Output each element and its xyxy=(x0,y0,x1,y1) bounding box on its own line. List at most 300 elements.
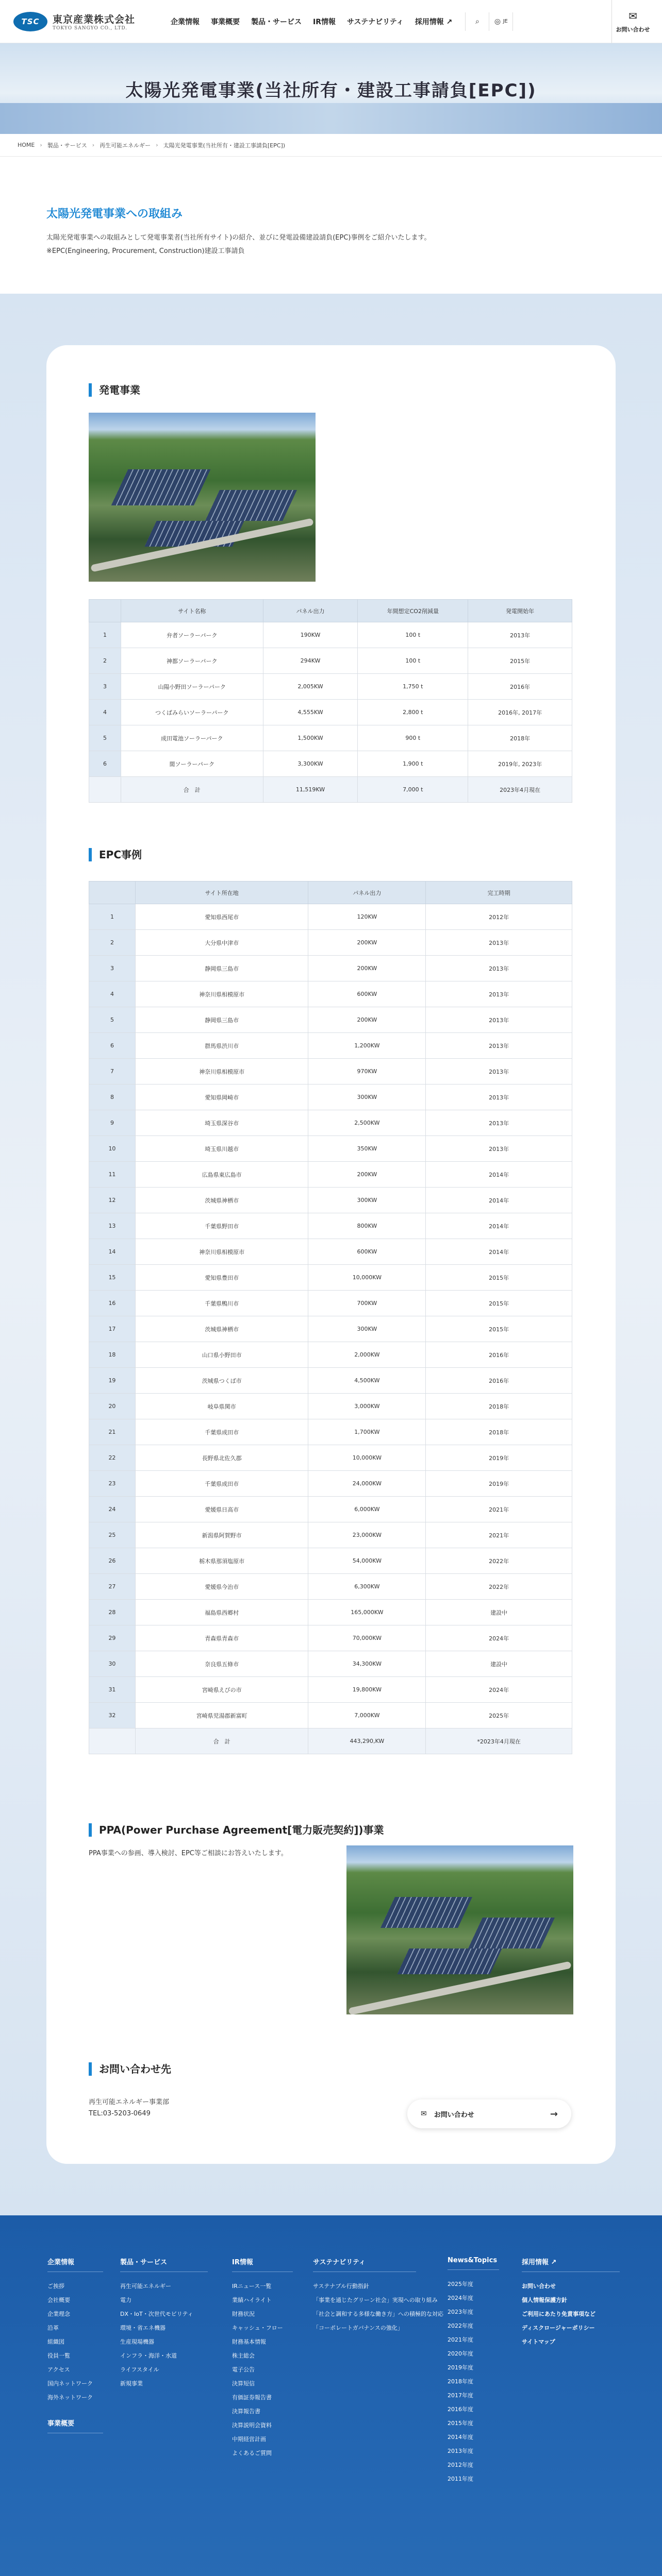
footer-link[interactable]: 電子公告 xyxy=(232,2366,255,2373)
table-cell: 宮崎県えびの市 xyxy=(135,1677,308,1703)
table-cell: 2023年4月現在 xyxy=(468,777,572,803)
table-row xyxy=(89,725,572,751)
table-cell: 2016年 xyxy=(468,674,572,700)
table-header-cell: 発電開始年 xyxy=(468,600,572,622)
header-tools xyxy=(465,12,513,31)
table-cell: 2,000KW xyxy=(308,1342,426,1368)
footer-link[interactable]: よくあるご質問 xyxy=(232,2450,272,2456)
footer-link[interactable]: 財務基本情報 xyxy=(232,2338,266,2345)
table-cell: 埼玉県深谷市 xyxy=(135,1110,308,1136)
table-cell: 7 xyxy=(89,1059,136,1084)
table-row xyxy=(89,1342,572,1368)
table-row xyxy=(89,1574,572,1600)
table-cell: 静岡県三島市 xyxy=(135,1007,308,1033)
table-cell: 2016年, 2017年 xyxy=(468,700,572,725)
footer-column-title[interactable]: News&Topics xyxy=(448,2257,499,2270)
inquiry-tel: TEL:03-5203-0649 xyxy=(89,2110,151,2117)
table-cell: 300KW xyxy=(308,1084,426,1110)
intro-note: ※EPC(Engineering, Procurement, Construction)建設工事請負 xyxy=(46,247,245,255)
table-row xyxy=(89,904,572,930)
table-header-cell xyxy=(89,882,136,904)
table-cell: 神奈川県相模原市 xyxy=(135,981,308,1007)
footer-link[interactable]: 個人情報保護方針 xyxy=(522,2297,567,2303)
table-cell: 2015年 xyxy=(426,1316,572,1342)
table-cell: 弁者ソーラーパーク xyxy=(121,622,263,648)
table-row xyxy=(89,981,572,1007)
table-cell: 16 xyxy=(89,1291,136,1316)
epc-table xyxy=(89,881,572,1754)
table-row xyxy=(89,1677,572,1703)
table-cell xyxy=(89,1728,136,1754)
table-cell: 2012年 xyxy=(426,904,572,930)
footer-link[interactable]: ご利用にあたり免責事項など xyxy=(522,2311,595,2317)
table-cell: 6 xyxy=(89,1033,136,1059)
footer-link[interactable]: 役員一覧 xyxy=(47,2352,70,2359)
table-cell: 15 xyxy=(89,1265,136,1291)
table-cell: 岐阜県関市 xyxy=(135,1394,308,1419)
table-cell: 神都ソーラーパーク xyxy=(121,648,263,674)
table-row xyxy=(89,1445,572,1471)
table-cell: 2019年 xyxy=(426,1445,572,1471)
footer-link[interactable]: 2022年度 xyxy=(448,2323,473,2329)
table-cell: 30 xyxy=(89,1651,136,1677)
footer-link[interactable]: 2012年度 xyxy=(448,2462,473,2468)
table-header-cell: 年間想定CO2削減量 xyxy=(358,600,468,622)
table-cell: 200KW xyxy=(308,956,426,981)
table-cell: 24,000KW xyxy=(308,1471,426,1497)
footer-link[interactable]: アクセス xyxy=(47,2366,70,2373)
breadcrumb-current: 太陽光発電事業(当社所有・建設工事請負[EPC]) xyxy=(163,142,286,149)
table-cell: 34,300KW xyxy=(308,1651,426,1677)
table-cell: 54,000KW xyxy=(308,1548,426,1574)
table-row xyxy=(89,700,572,725)
table-row xyxy=(89,956,572,981)
table-row xyxy=(89,1548,572,1574)
page-title: 太陽光発電事業(当社所有・建設工事請負[EPC]) xyxy=(125,80,537,101)
footer-link[interactable]: 電力 xyxy=(120,2297,131,2303)
footer-column xyxy=(313,2257,443,2335)
footer-link[interactable]: 決算短信 xyxy=(232,2380,255,2387)
table-cell: 2,500KW xyxy=(308,1110,426,1136)
table-cell: 2016年 xyxy=(426,1342,572,1368)
table-row xyxy=(89,648,572,674)
table-cell: 2025年 xyxy=(426,1703,572,1728)
table-row xyxy=(89,1265,572,1291)
footer-link[interactable]: 決算説明会資料 xyxy=(232,2422,272,2429)
table-cell: 25 xyxy=(89,1522,136,1548)
table-cell: 970KW xyxy=(308,1059,426,1084)
table-row xyxy=(89,930,572,956)
footer-link[interactable]: 2021年度 xyxy=(448,2336,473,2343)
envelope-icon: ✉ xyxy=(628,9,637,22)
footer-link[interactable]: 株主総会 xyxy=(232,2352,255,2359)
table-cell: 31 xyxy=(89,1677,136,1703)
company-name-jp: 東京産業株式会社 xyxy=(53,14,136,25)
table-cell: 2013年 xyxy=(426,1033,572,1059)
intro-text: 太陽光発電事業への取組みとして発電事業者(当社所有サイト)の紹介、並びに発電設備建設請負(EPC)事例をご紹介いたします。 xyxy=(46,234,431,242)
table-cell: 2015年 xyxy=(468,648,572,674)
table-row xyxy=(89,1497,572,1522)
footer-link[interactable]: 組織図 xyxy=(47,2338,64,2345)
table-cell: 12 xyxy=(89,1188,136,1213)
table-cell: 22 xyxy=(89,1445,136,1471)
table-cell: 愛媛県日高市 xyxy=(135,1497,308,1522)
table-cell: 2013年 xyxy=(426,956,572,981)
footer-link[interactable]: 「事業を通じたグリーン社会」実現への取り組み xyxy=(313,2297,438,2303)
envelope-icon: ✉ xyxy=(421,2110,427,2118)
table-cell: 福島県西郷村 xyxy=(135,1600,308,1625)
table-cell: 合 計 xyxy=(121,777,263,803)
footer-column xyxy=(47,2257,103,2441)
table-header-row xyxy=(89,882,572,904)
table-header-cell: パネル出力 xyxy=(263,600,358,622)
site-footer xyxy=(0,2215,662,2576)
table-cell: 群馬県渋川市 xyxy=(135,1033,308,1059)
table-cell: 3,000KW xyxy=(308,1394,426,1419)
table-cell: 山陽小野田ソーラーパーク xyxy=(121,674,263,700)
table-cell: 350KW xyxy=(308,1136,426,1162)
footer-link[interactable]: お問い合わせ xyxy=(522,2283,556,2290)
table-cell: 2015年 xyxy=(426,1265,572,1291)
content-area xyxy=(0,294,662,2215)
footer-link[interactable]: 「コーポレートガバナンスの強化」 xyxy=(313,2325,403,2331)
nav-business[interactable]: 事業概要 xyxy=(211,18,240,26)
table-cell: 2018年 xyxy=(426,1419,572,1445)
table-cell: 2019年, 2023年 xyxy=(468,751,572,777)
page-hero xyxy=(0,43,662,134)
table-total-row xyxy=(89,777,572,803)
footer-link[interactable]: 決算報告書 xyxy=(232,2408,260,2415)
table-cell: 7,000KW xyxy=(308,1703,426,1728)
table-cell: 600KW xyxy=(308,1239,426,1265)
table-cell: 埼玉県川越市 xyxy=(135,1136,308,1162)
footer-link[interactable]: 環境・省エネ機器 xyxy=(120,2325,166,2331)
table-cell: 静岡県三島市 xyxy=(135,956,308,981)
globe-icon: ◎ xyxy=(494,17,501,26)
table-cell: 神奈川県相模原市 xyxy=(135,1239,308,1265)
table-cell: 600KW xyxy=(308,981,426,1007)
table-cell: 1,200KW xyxy=(308,1033,426,1059)
table-cell: 900 t xyxy=(358,725,468,751)
table-cell: 千葉県野田市 xyxy=(135,1213,308,1239)
table-header-row xyxy=(89,600,572,622)
footer-link[interactable]: ディスクロージャーポリシー xyxy=(522,2325,595,2331)
footer-link[interactable]: 再生可能エネルギー xyxy=(120,2283,171,2290)
breadcrumb-products[interactable]: 製品・サービス xyxy=(47,142,87,149)
table-row xyxy=(89,1213,572,1239)
table-cell: 2013年 xyxy=(426,1007,572,1033)
table-cell: 8 xyxy=(89,1084,136,1110)
footer-link[interactable]: 企業理念 xyxy=(47,2311,70,2317)
table-cell: 29 xyxy=(89,1625,136,1651)
table-row xyxy=(89,1188,572,1213)
table-cell: 1,750 t xyxy=(358,674,468,700)
table-cell: 2018年 xyxy=(468,725,572,751)
footer-link[interactable]: 2015年度 xyxy=(448,2420,473,2427)
footer-link[interactable]: 2023年度 xyxy=(448,2309,473,2315)
global-nav xyxy=(165,16,458,27)
footer-link[interactable]: 2020年度 xyxy=(448,2350,473,2357)
language-switch[interactable] xyxy=(489,12,513,31)
footer-link[interactable]: 会社概要 xyxy=(47,2297,70,2303)
table-cell: 2021年 xyxy=(426,1497,572,1522)
table-cell: 294KW xyxy=(263,648,358,674)
table-row xyxy=(89,1394,572,1419)
table-cell: 2018年 xyxy=(426,1394,572,1419)
table-row xyxy=(89,1368,572,1394)
table-cell: 5 xyxy=(89,1007,136,1033)
table-cell: 広島県東広島市 xyxy=(135,1162,308,1188)
table-row xyxy=(89,1110,572,1136)
footer-link[interactable]: 沿革 xyxy=(47,2325,59,2331)
language-label: JE xyxy=(503,19,508,24)
table-row xyxy=(89,1059,572,1084)
footer-column-title[interactable]: サステナビリティ xyxy=(313,2257,416,2272)
table-cell: 神奈川県相模原市 xyxy=(135,1059,308,1084)
footer-link[interactable]: インフラ・海洋・水道 xyxy=(120,2352,177,2359)
table-cell: 2013年 xyxy=(426,1136,572,1162)
inquiry-button-label: お問い合わせ xyxy=(434,2111,474,2119)
footer-link[interactable]: 国内ネットワーク xyxy=(47,2380,93,2387)
table-cell: 建設中 xyxy=(426,1600,572,1625)
footer-link[interactable]: 2014年度 xyxy=(448,2434,473,2441)
company-logo[interactable]: TSC xyxy=(13,12,47,31)
chevron-right-icon: › xyxy=(40,142,42,148)
table-cell: 愛媛県今治市 xyxy=(135,1574,308,1600)
footer-link[interactable]: 生産現場機器 xyxy=(120,2338,154,2345)
table-row xyxy=(89,1033,572,1059)
ppa-text: PPA事業への参画、導入検討、EPC等ご相談にお答えいたします。 xyxy=(89,1850,288,1857)
nav-products[interactable]: 製品・サービス xyxy=(251,18,302,26)
footer-link[interactable]: 2011年度 xyxy=(448,2476,473,2482)
footer-column xyxy=(120,2257,208,2391)
table-cell: 大分県中津市 xyxy=(135,930,308,956)
inquiry-dept: 再生可能エネルギー事業部 xyxy=(89,2098,170,2106)
intro-section xyxy=(0,157,662,294)
table-cell: 165,000KW xyxy=(308,1600,426,1625)
ppa-solar-photo xyxy=(346,1845,573,2014)
table-cell: 32 xyxy=(89,1703,136,1728)
nav-company[interactable]: 企業情報 xyxy=(171,18,200,26)
table-header-cell: 完工時期 xyxy=(426,882,572,904)
header-contact-button[interactable] xyxy=(611,0,654,43)
table-cell: 200KW xyxy=(308,1007,426,1033)
footer-column-title[interactable]: 企業情報 xyxy=(47,2257,103,2272)
footer-link[interactable]: ライフスタイル xyxy=(120,2366,159,2373)
footer-link[interactable]: 2025年度 xyxy=(448,2281,473,2287)
footer-link[interactable]: DX・IoT・次世代モビリティ xyxy=(120,2311,193,2317)
table-row xyxy=(89,1703,572,1728)
content-card xyxy=(46,345,616,2164)
table-cell: 3 xyxy=(89,674,121,700)
table-cell: 20 xyxy=(89,1394,136,1419)
table-cell: 2015年 xyxy=(426,1291,572,1316)
footer-column xyxy=(448,2257,499,2486)
company-name-en: TOKYO SANGYO CO., LTD. xyxy=(53,26,128,31)
inquiry-button[interactable] xyxy=(407,2099,571,2128)
table-cell: 愛知県岡崎市 xyxy=(135,1084,308,1110)
table-cell: 千葉県成田市 xyxy=(135,1419,308,1445)
table-cell: 2013年 xyxy=(426,981,572,1007)
table-cell: 6 xyxy=(89,751,121,777)
table-cell: 10 xyxy=(89,1136,136,1162)
footer-link[interactable]: 2018年度 xyxy=(448,2378,473,2385)
table-cell: 300KW xyxy=(308,1316,426,1342)
table-cell: 13 xyxy=(89,1213,136,1239)
table-cell: 800KW xyxy=(308,1213,426,1239)
table-row xyxy=(89,1600,572,1625)
table-cell: 100 t xyxy=(358,622,468,648)
table-cell: 6,000KW xyxy=(308,1497,426,1522)
footer-link[interactable]: 2019年度 xyxy=(448,2364,473,2371)
footer-link[interactable]: 業績ハイライト xyxy=(232,2297,272,2303)
table-cell: 宮崎県児湯郡新富町 xyxy=(135,1703,308,1728)
table-cell: 愛知県豊田市 xyxy=(135,1265,308,1291)
table-cell: 11 xyxy=(89,1162,136,1188)
nav-ir[interactable]: IR情報 xyxy=(313,18,336,26)
table-cell: 11,519KW xyxy=(263,777,358,803)
table-cell: つくばみらいソーラーパーク xyxy=(121,700,263,725)
table-cell: 24 xyxy=(89,1497,136,1522)
table-cell: 4 xyxy=(89,981,136,1007)
table-cell: 21 xyxy=(89,1419,136,1445)
epc-heading: EPC事例 xyxy=(89,848,142,861)
table-row xyxy=(89,1291,572,1316)
table-row xyxy=(89,1419,572,1445)
table-cell: 2,005KW xyxy=(263,674,358,700)
table-cell: 190KW xyxy=(263,622,358,648)
footer-link[interactable]: 財務状況 xyxy=(232,2311,255,2317)
table-cell: 1 xyxy=(89,904,136,930)
table-cell: 4,555KW xyxy=(263,700,358,725)
table-cell: 茨城県神栖市 xyxy=(135,1188,308,1213)
table-row xyxy=(89,751,572,777)
table-header-cell xyxy=(89,600,121,622)
table-cell: 2022年 xyxy=(426,1574,572,1600)
table-cell: 2,800 t xyxy=(358,700,468,725)
company-name[interactable] xyxy=(53,12,135,31)
table-header-cell: サイト所在地 xyxy=(135,882,308,904)
table-cell: 2013年 xyxy=(426,1059,572,1084)
footer-link[interactable]: 2013年度 xyxy=(448,2448,473,2454)
table-cell: 17 xyxy=(89,1316,136,1342)
table-row xyxy=(89,1084,572,1110)
table-cell: 2016年 xyxy=(426,1368,572,1394)
table-cell: 2013年 xyxy=(468,622,572,648)
header-contact-label: お問い合わせ xyxy=(616,26,650,33)
table-row xyxy=(89,1471,572,1497)
footer-column-title[interactable]: 製品・サービス xyxy=(120,2257,208,2272)
table-row xyxy=(89,622,572,648)
table-cell: 栃木県那須塩原市 xyxy=(135,1548,308,1574)
table-cell: 新潟県阿賀野市 xyxy=(135,1522,308,1548)
generation-heading: 発電事業 xyxy=(89,383,140,397)
table-cell: 23,000KW xyxy=(308,1522,426,1548)
footer-column xyxy=(522,2257,620,2349)
footer-link[interactable]: 2016年度 xyxy=(448,2406,473,2413)
breadcrumb-renewable[interactable]: 再生可能エネルギー xyxy=(100,142,151,149)
table-cell: 700KW xyxy=(308,1291,426,1316)
arrow-right-icon: → xyxy=(550,2108,558,2120)
footer-link[interactable]: サイトマップ xyxy=(522,2338,555,2345)
table-total-row xyxy=(89,1728,572,1754)
table-cell: 2014年 xyxy=(426,1188,572,1213)
table-cell: 100 t xyxy=(358,648,468,674)
table-cell: 成田電池ソーラーパーク xyxy=(121,725,263,751)
table-cell: 1 xyxy=(89,622,121,648)
table-cell: 1,500KW xyxy=(263,725,358,751)
table-header-cell: パネル出力 xyxy=(308,882,426,904)
footer-column-title[interactable]: 事業概要 xyxy=(47,2418,103,2433)
chevron-right-icon: › xyxy=(92,142,95,148)
footer-link[interactable]: 2024年度 xyxy=(448,2295,473,2301)
table-cell: 2024年 xyxy=(426,1677,572,1703)
table-row xyxy=(89,1162,572,1188)
footer-link[interactable]: 海外ネットワーク xyxy=(47,2394,93,2401)
breadcrumb xyxy=(0,134,662,157)
site-header xyxy=(0,0,662,43)
table-row xyxy=(89,1651,572,1677)
table-cell: 青森県青森市 xyxy=(135,1625,308,1651)
footer-link[interactable]: 2017年度 xyxy=(448,2392,473,2399)
table-cell: 2013年 xyxy=(426,1110,572,1136)
table-cell: 2019年 xyxy=(426,1471,572,1497)
table-cell: 120KW xyxy=(308,904,426,930)
table-cell: 2013年 xyxy=(426,930,572,956)
footer-column xyxy=(232,2257,293,2460)
table-cell: 3 xyxy=(89,956,136,981)
footer-link[interactable]: 有価証券報告書 xyxy=(232,2394,272,2401)
table-row xyxy=(89,1136,572,1162)
footer-column-title[interactable]: 採用情報 ↗ xyxy=(522,2257,620,2272)
table-cell: 合 計 xyxy=(135,1728,308,1754)
table-cell: 200KW xyxy=(308,930,426,956)
table-row xyxy=(89,674,572,700)
search-icon[interactable]: ⌕ xyxy=(466,12,489,31)
table-cell: 奈良県五條市 xyxy=(135,1651,308,1677)
table-row xyxy=(89,1522,572,1548)
table-cell: 19 xyxy=(89,1368,136,1394)
table-cell: 千葉県成田市 xyxy=(135,1471,308,1497)
intro-heading: 太陽光発電事業への取組み xyxy=(46,208,183,221)
table-cell: 443,290,KW xyxy=(308,1728,426,1754)
inquiry-heading: お問い合わせ先 xyxy=(89,2062,171,2076)
table-row xyxy=(89,1239,572,1265)
breadcrumb-home[interactable]: HOME xyxy=(18,142,35,148)
footer-column-title[interactable]: IR情報 xyxy=(232,2257,293,2272)
footer-link[interactable]: 新規事業 xyxy=(120,2380,143,2387)
footer-link[interactable]: サステナブル行動指針 xyxy=(313,2283,369,2290)
footer-link[interactable]: キャッシュ・フロー xyxy=(232,2325,283,2331)
table-header-cell: サイト名称 xyxy=(121,600,263,622)
table-cell: 閖ソーラーパーク xyxy=(121,751,263,777)
nav-sustainability[interactable]: サステナビリティ xyxy=(347,18,404,26)
footer-link[interactable]: 「社会と調和する多様な働き方」への積極的な対応 xyxy=(313,2311,443,2317)
footer-link[interactable]: ご挨拶 xyxy=(47,2283,64,2290)
table-cell: 9 xyxy=(89,1110,136,1136)
footer-link[interactable]: IRニュース一覧 xyxy=(232,2283,272,2290)
table-cell: 2013年 xyxy=(426,1084,572,1110)
table-cell: 10,000KW xyxy=(308,1445,426,1471)
nav-recruit[interactable]: 採用情報 ↗ xyxy=(415,18,453,26)
table-cell: 7,000 t xyxy=(358,777,468,803)
table-cell: 28 xyxy=(89,1600,136,1625)
table-cell: 2014年 xyxy=(426,1162,572,1188)
table-cell: 2014年 xyxy=(426,1213,572,1239)
table-cell: 300KW xyxy=(308,1188,426,1213)
footer-link[interactable]: 中期経営計画 xyxy=(232,2436,266,2443)
table-cell: 長野県北佐久郡 xyxy=(135,1445,308,1471)
